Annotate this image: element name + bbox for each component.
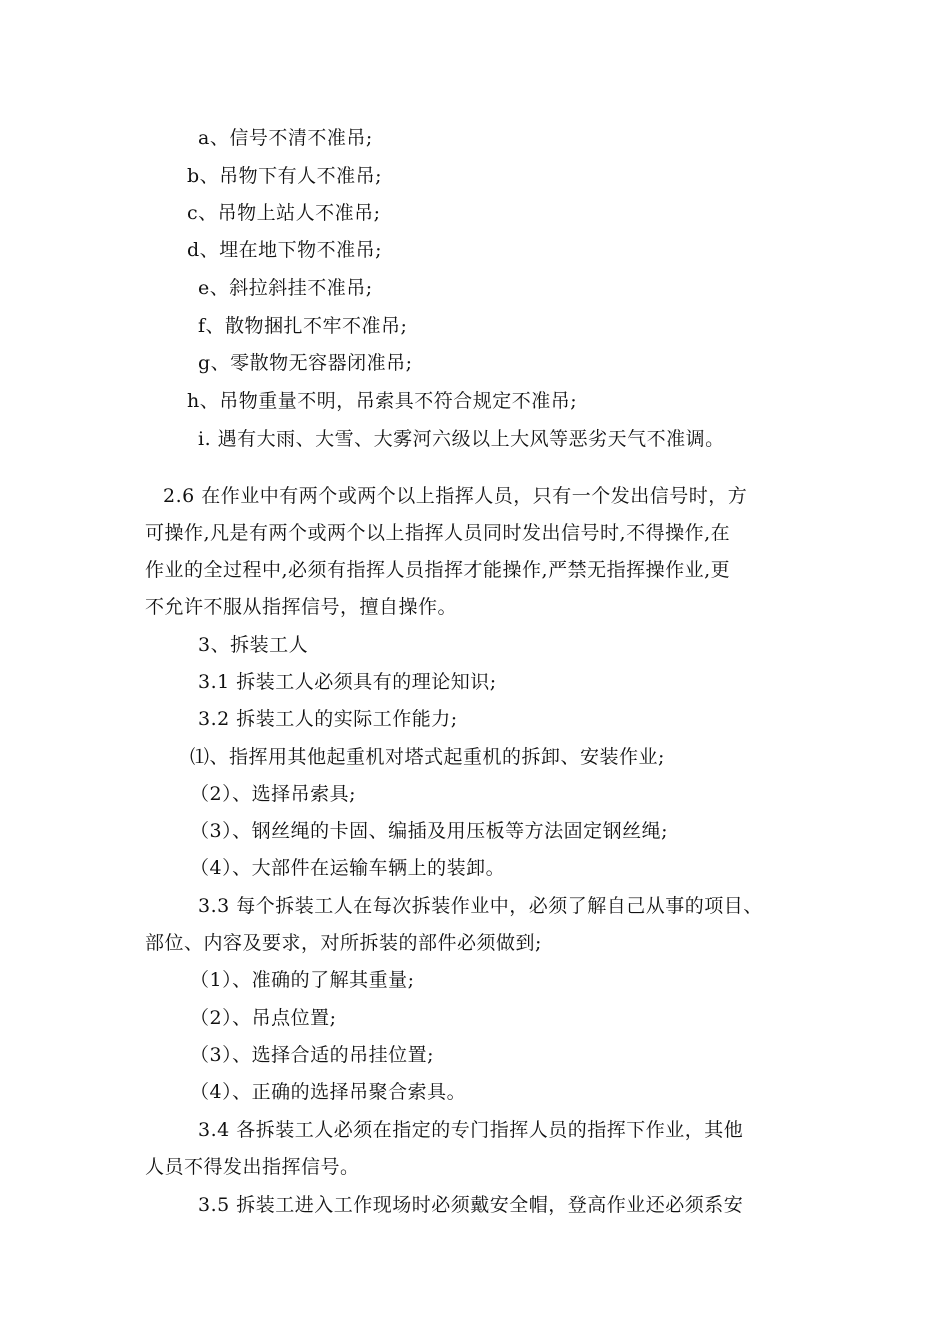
paragraph-2-6-line: 不允许不服从指挥信号，擅自操作。 — [145, 596, 458, 618]
item-3-1: 3.1 拆装工人必须具有的理论知识; — [198, 671, 497, 693]
item-3-4-line: 人员不得发出指挥信号。 — [145, 1156, 360, 1178]
rule-item-h: h、吊物重量不明，吊索具不符合规定不准吊; — [187, 390, 578, 412]
paragraph-2-6-line: 2.6 在作业中有两个或两个以上指挥人员，只有一个发出信号时，方 — [163, 485, 748, 507]
rule-item-a: a、信号不清不准吊; — [198, 127, 373, 149]
item-3-4-line: 3.4 各拆装工人必须在指定的专门指挥人员的指挥下作业，其他 — [198, 1119, 744, 1141]
ability-item: （4）、大部件在运输车辆上的装卸。 — [190, 857, 506, 879]
rule-item-g: g、零散物无容器闭准吊; — [198, 352, 413, 374]
rule-item-d: d、埋在地下物不准吊; — [187, 239, 383, 261]
ability-item: （3）、钢丝绳的卡固、编插及用压板等方法固定钢丝绳; — [190, 820, 668, 842]
ability-item: （2）、选择吊索具; — [190, 783, 356, 805]
rule-item-e: e、斜拉斜挂不准吊; — [198, 277, 373, 299]
section-3-heading: 3、拆装工人 — [198, 634, 309, 656]
paragraph-2-6-line: 作业的全过程中,必须有指挥人员指挥才能操作,严禁无指挥操作业,更 — [145, 559, 731, 581]
ability-item: ⑴、指挥用其他起重机对塔式起重机的拆卸、安装作业; — [190, 746, 665, 768]
requirement-item: （2）、吊点位置; — [190, 1007, 337, 1029]
item-3-3-line: 部位、内容及要求，对所拆装的部件必须做到; — [145, 932, 542, 954]
requirement-item: （3）、选择合适的吊挂位置; — [190, 1044, 434, 1066]
item-3-2: 3.2 拆装工人的实际工作能力; — [198, 708, 458, 730]
rule-item-c: c、吊物上站人不准吊; — [187, 202, 381, 224]
rule-item-i: i. 遇有大雨、大雪、大雾河六级以上大风等恶劣天气不准调。 — [198, 428, 725, 450]
item-3-3-line: 3.3 每个拆装工人在每次拆装作业中，必须了解自己从事的项目、 — [198, 895, 763, 917]
requirement-item: （4）、正确的选择吊聚合索具。 — [190, 1081, 467, 1103]
paragraph-2-6-line: 可操作,凡是有两个或两个以上指挥人员同时发出信号时,不得操作,在 — [145, 522, 731, 544]
rule-item-b: b、吊物下有人不准吊; — [187, 165, 383, 187]
item-3-5: 3.5 拆装工进入工作现场时必须戴安全帽，登高作业还必须系安 — [198, 1194, 744, 1216]
requirement-item: （1）、准确的了解其重量; — [190, 969, 415, 991]
rule-item-f: f、散物捆扎不牢不准吊; — [198, 315, 408, 337]
